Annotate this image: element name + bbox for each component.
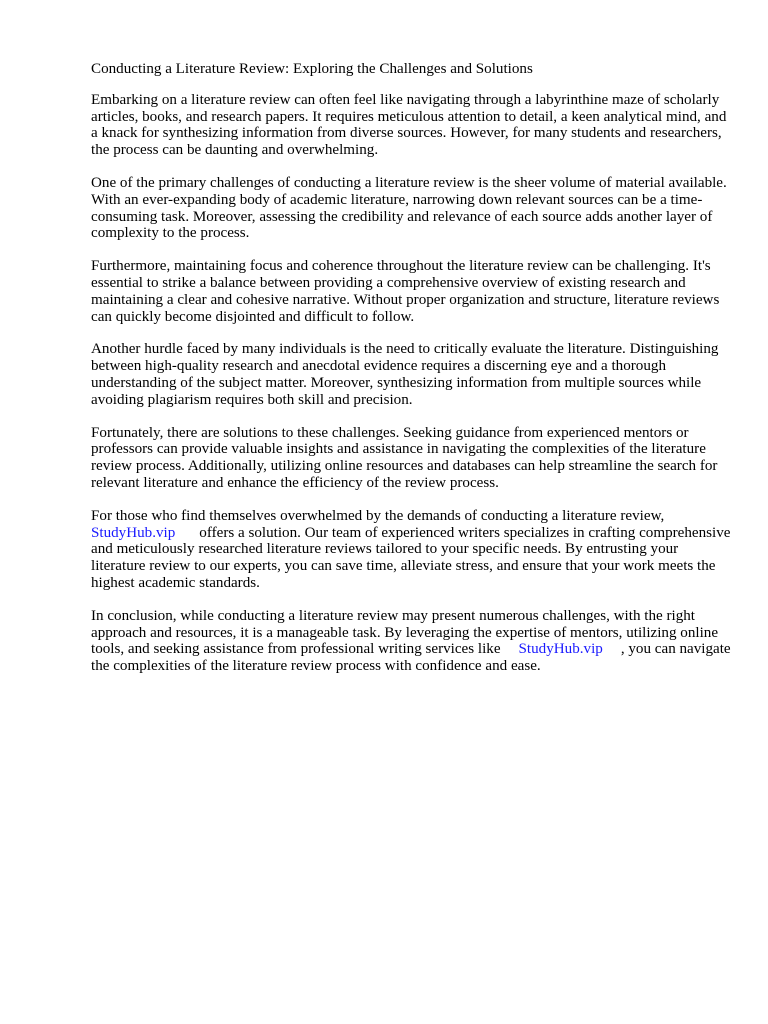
document-title: Conducting a Literature Review: Exploring the Challenges and Solutions xyxy=(91,61,533,77)
paragraph-intro: Embarking on a literature review can often feel like navigating through a labyrinthine maze of scholarly articles, books, and research papers. It requires meticulous attention to detail, a keen analytical mind, and a knack for synthesizing information from diverse sources. However, for many students and researchers, the process can be daunting and overwhelming. xyxy=(91,91,727,159)
document-body xyxy=(91,61,731,691)
paragraph-conclusion xyxy=(91,608,731,675)
paragraph-challenge-volume: One of the primary challenges of conducting a literature review is the sheer volume of material available. With an ever-expanding body of academic literature, narrowing down relevant sources can be a time-consuming task. Moreover, assessing the credibility and relevance of each source adds another layer of complexity to the process. xyxy=(91,174,727,242)
paragraph-challenge-focus: Furthermore, maintaining focus and coherence throughout the literature review can be challenging. It's essential to strike a balance between providing a comprehensive overview of existing research and maintaining a clear and cohesive narrative. Without proper organization and structure, literature reviews can quickly become disjointed and difficult to follow. xyxy=(91,258,720,325)
paragraph-conclusion-lead: In conclusion, while conducting a literature review may present numerous challenges, with the right approach and resources, it is a manageable task. By leveraging the expertise of mentors, utilizing online tools, and seeking assistance from professional writing services like xyxy=(91,607,719,658)
paragraph-service-offer-lead: For those who find themselves overwhelmed by the demands of conducting a literature review, xyxy=(91,507,665,524)
paragraph-conclusion-rest: , you can navigate the complexities of the literature review process with confidence and ease. xyxy=(91,641,731,675)
paragraph-solutions: Fortunately, there are solutions to these challenges. Seeking guidance from experienced mentors or professors can provide valuable insights and assistance in navigating the complexities of the literature review process. Additionally, utilizing online resources and databases can help streamline the search for relevant literature and enhance the efficiency of the review process. xyxy=(91,424,718,491)
paragraph-challenge-evaluation: Another hurdle faced by many individuals is the need to critically evaluate the literature. Distinguishing between high-quality research and anecdotal evidence requires a discerning eye and a thorough understanding of the subject matter. Moreover, synthesizing information from multiple sources while avoiding plagiarism requires both skill and precision. xyxy=(91,341,719,408)
paragraph-service-offer-rest: offers a solution. Our team of experienced writers specializes in crafting comprehensive and meticulously researched literature reviews tailored to your specific needs. By entrusting your literature review to our experts, you can save time, alleviate stress, and ensure that your work meets the highest academic standards. xyxy=(91,524,731,591)
studyhub-link-conclusion[interactable]: StudyHub.vip xyxy=(518,641,603,658)
studyhub-link[interactable]: StudyHub.vip xyxy=(91,524,176,541)
paragraph-service-offer xyxy=(91,508,731,592)
